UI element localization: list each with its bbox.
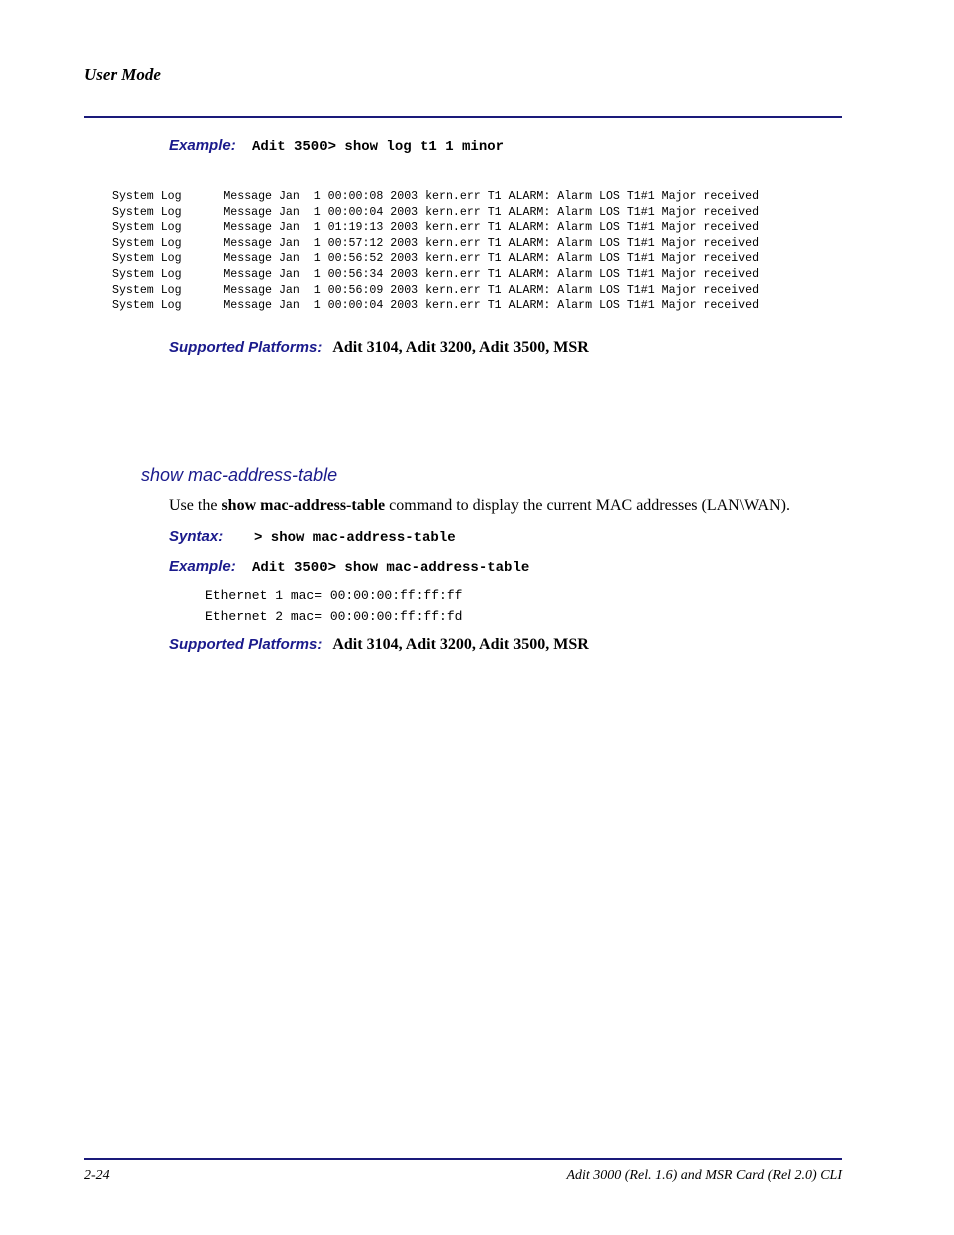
description-text: Use the: [169, 497, 222, 514]
example-command: Adit 3500> show mac-address-table: [252, 560, 530, 576]
output-line: System Log Message Jan 1 01:19:13 2003 kern.err T1 ALARM: Alarm LOS T1#1 Major received: [112, 221, 760, 235]
output-line: System Log Message Jan 1 00:56:09 2003 kern.err T1 ALARM: Alarm LOS T1#1 Major received: [112, 283, 760, 297]
log-output: [112, 189, 759, 314]
supported-platforms-label: Supported Platforms:: [169, 339, 323, 356]
footer-doc-title: Adit 3000 (Rel. 1.6) and MSR Card (Rel 2.0) CLI: [566, 1168, 842, 1183]
section-title: show mac-address-table: [141, 465, 338, 485]
syntax-command: > show mac-address-table: [254, 530, 456, 546]
header-rule: [84, 116, 842, 118]
example-command: Adit 3500> show log t1 1 minor: [252, 139, 505, 155]
output-line: System Log Message Jan 1 00:00:08 2003 kern.err T1 ALARM: Alarm LOS T1#1 Major received: [112, 190, 760, 203]
description-text-end: command to display the current MAC addresses (LAN\WAN).: [385, 497, 790, 514]
page-header-title: User Mode: [84, 65, 161, 84]
supported-platforms: [169, 339, 589, 357]
output-line: System Log Message Jan 1 00:00:04 2003 kern.err T1 ALARM: Alarm LOS T1#1 Major received: [112, 205, 760, 219]
description-command: show mac-address-table: [221, 497, 386, 514]
output-line: Ethernet 2 mac= 00:00:00:ff:ff:fd: [205, 609, 463, 624]
mac-output: [205, 585, 462, 627]
section-description: [169, 497, 790, 515]
output-line: System Log Message Jan 1 00:56:52 2003 kern.err T1 ALARM: Alarm LOS T1#1 Major received: [112, 252, 760, 266]
output-line: Ethernet 1 mac= 00:00:00:ff:ff:ff: [205, 588, 463, 603]
output-line: System Log Message Jan 1 00:56:34 2003 kern.err T1 ALARM: Alarm LOS T1#1 Major received: [112, 267, 760, 281]
footer-rule: [84, 1158, 842, 1160]
output-line: System Log Message Jan 1 00:00:04 2003 kern.err T1 ALARM: Alarm LOS T1#1 Major received: [112, 299, 760, 313]
supported-platforms-label: Supported Platforms:: [169, 636, 323, 653]
example-label: Example:: [169, 558, 236, 575]
supported-platforms-value: Adit 3104, Adit 3200, Adit 3500, MSR: [332, 636, 589, 653]
supported-platforms: [169, 636, 589, 654]
syntax-label: Syntax:: [169, 528, 224, 545]
page-number: 2-24: [84, 1168, 110, 1183]
example-label: Example:: [169, 137, 236, 154]
output-line: System Log Message Jan 1 00:57:12 2003 kern.err T1 ALARM: Alarm LOS T1#1 Major received: [112, 236, 760, 250]
supported-platforms-value: Adit 3104, Adit 3200, Adit 3500, MSR: [332, 339, 589, 356]
